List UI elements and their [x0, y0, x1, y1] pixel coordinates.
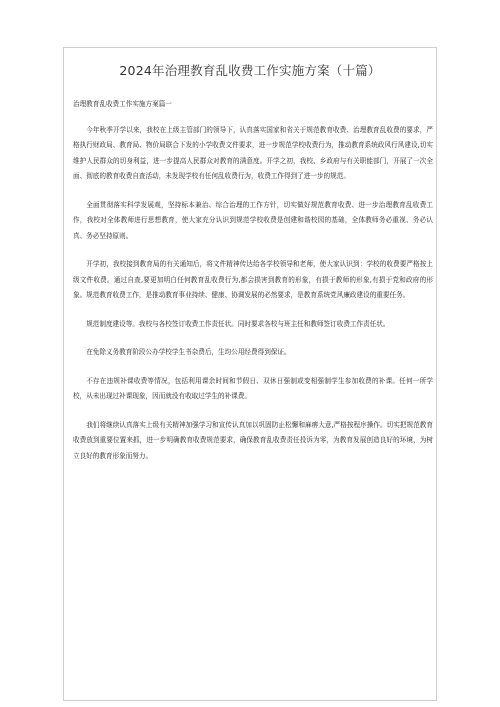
paragraph-6: 不存在违规补课收费等情况，包括利用课余时间和节假日、双休日强制或变相强制学生参加收费的补课。任何一所学校，从未出现过补课现象，因而就没有收取过学生的补课费。 [73, 376, 433, 400]
section-heading: 治理教育乱收费工作实施方案篇一 [73, 100, 172, 108]
paragraph-3: 开学初，我校接到教育局的有关通知后，将文件精神传达给各学校领导和老师，使大家认识到：学校的收费要严格按上级文件收费。通过自查,要更加明白任何教育乱收费行为,都会损害到教育的形象，有损于教师的形象,有损于党和政府的形象。规范教育收费工作，是推动教育事业持续、健康、协调发展的必然要求，是教育系统党风廉政建设的重要任务。 [73, 260, 433, 299]
paragraph-5: 在免除义务教育阶段公办学校学生书杂费后，生均公用经费得到保证。 [86, 348, 291, 356]
document-title: 2024年治理教育乱收费工作实施方案（十篇） [119, 63, 381, 78]
document-body [73, 97, 433, 477]
paragraph-1: 今年秋季开学以来，我校在上级主管部门的领导下，认真落实国家和省关于规范教育收费、治理教育乱收费的要求，严格执行财政局、教育局、物价局联合下发的小学收费文件要求，进一步规范学校收费行为，推动教育系统政风行风建设,切实维护人民群众的切身利益，进一步提高人民群众对教育的满意度。开学之初，我校、乡政府与有关职能部门，开展了一次全面、彻底的教育收费自查活动，未发现学校有任何乱收费行为，收费工作得到了进一步的规范。 [73, 125, 433, 180]
paragraph-4: 规范制度建设等。我校与各校签订收费工作责任状。同时要求各校与班主任和教师签订收费工作责任状。 [86, 319, 390, 328]
paragraph-2: 全面贯彻落实科学发展观，坚持标本兼治、综合治理的工作方针，切实做好规范教育收费、进一步治理教育乱收费工作，我校对全体教师进行思想教育，使大家充分认识到规范学校收费是创建和谐校园的基础，全体教师务必重视、务必认真、务必坚持原则。 [73, 200, 433, 240]
paragraph-7: 我们将继续认真落实上级有关精神加强学习和宣传认真加以巩固防止松懈和麻痹大意,严格按程序操作。切实把规范教育收费放到重要位置来抓，进一步明确教育收费规范要求，确保教育乱收费责任投诉为零，为教育发展创造良好的环境，为树立良好的教育形象而努力。 [73, 420, 433, 460]
